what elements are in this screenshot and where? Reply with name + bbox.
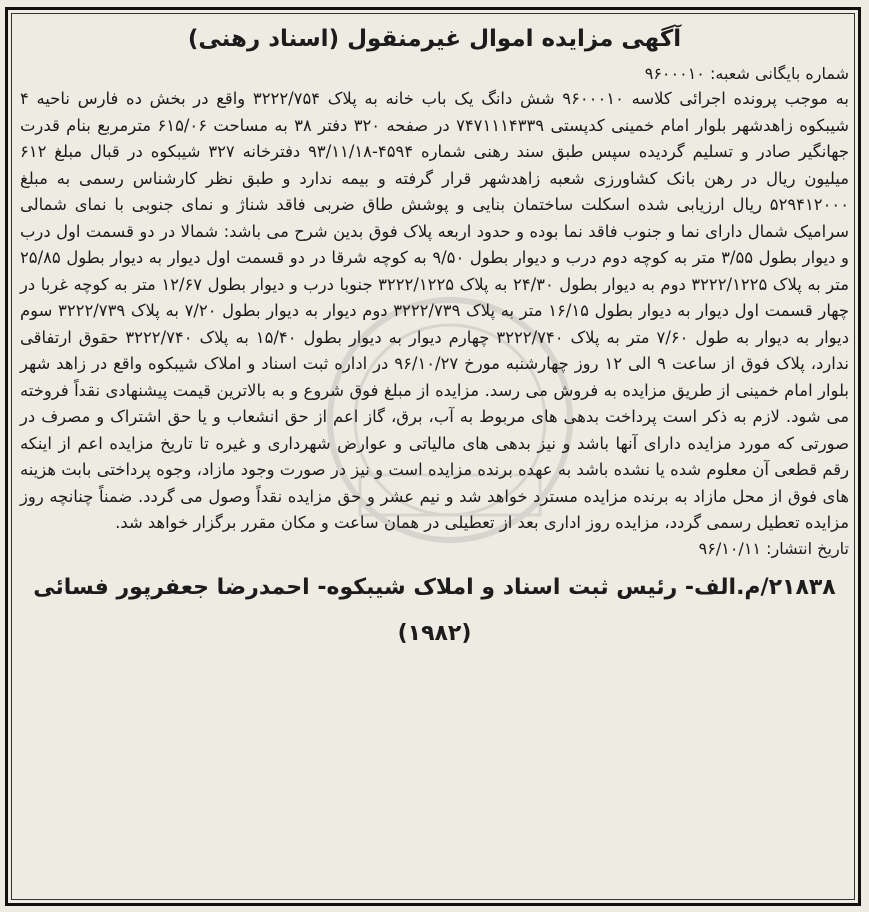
signature-line: ۲۱۸۳۸/م.الف- رئیس ثبت اسناد و املاک شیبکوه- احمدرضا جعفرپور فسائی [33,574,836,600]
notice-content [20,22,849,892]
notice-title: آگهی مزایده اموال غیرمنقول (اسناد رهنی) [187,26,682,52]
archive-number: شماره بایگانی شعبه: ۹۶۰۰۰۱۰ [644,64,849,83]
notice-body: به موجب پرونده اجرائی کلاسه ۹۶۰۰۰۱۰ شش دانگ یک باب خانه به پلاک ۳۲۲۲/۷۵۴ واقع در بخش ده فارس ناحیه ۴ شیبکوه زاهدشهر بلوار امام خمینی کدپستی ۷۴۷۱۱۱۴۳۳۹ در صفحه ۳۲۰ دفتر ۳۸ به مساحت ۶۱۵/۰۶ مترمربع بنام قدرت جهانگیر صادر و تسلیم گردیده سپس طبق سند رهنی شماره ۴۵۹۴-۹۳/۱۱/۱۸ دفترخانه ۳۲۷ شیبکوه در قبال مبلغ ۶۱۲ میلیون ریال در رهن بانک کشاورزی شعبه زاهدشهر قرار گرفته و بیمه ندارد و طبق نظر کارشناس رسمی به مبلغ ۵۲۹۴۱۲۰۰۰ ریال ارزیابی شده اسکلت ساختمان بنایی و پوشش طاق ضربی فاقد شناژ و نمای جنوبی با نمای شمالی سرامیک شمال دارای نما و جنوب فاقد نما بوده و حدود اربعه پلاک فوق بدین شرح می باشد: شمالا در دو قسمت اول درب و دیوار بطول ۳/۵۵ متر به کوچه دوم درب و دیوار بطول ۹/۵۰ به کوچه شرقا در دو قسمت اول دیوار به دیوار بطول ۲۵/۸۵ متر به پلاک ۳۲۲۲/۱۲۲۵ دوم به دیوار بطول ۲۴/۳۰ به پلاک ۳۲۲۲/۱۲۲۵ جنوبا درب و دیوار بطول ۱۲/۶۷ متر به کوچه غربا در چهار قسمت اول دیوار به دیوار بطول ۱۶/۱۵ متر به پلاک ۳۲۲۲/۷۳۹ دوم دیوار به دیوار بطول ۷/۲۰ به پلاک ۳۲۲۲/۷۳۹ سوم دیوار به دیوار به طول ۷/۶۰ متر به پلاک ۳۲۲۲/۷۴۰ چهارم دیوار به دیوار بطول ۱۵/۴۰ به پلاک ۳۲۲۲/۷۴۰ حقوق ارتفاقی ندارد، پلاک فوق از ساعت ۹ الی ۱۲ روز چهارشنبه مورخ ۹۶/۱۰/۲۷ در اداره ثبت اسناد و املاک شیبکوه واقع در زاهد شهر بلوار امام خمینی از طریق مزایده به فروش می رسد. مزایده از مبلغ فوق شروع و به بالاترین قیمت پیشنهادی نقداً فروخته می شود. لازم به ذکر است پرداخت بدهی های مربوط به آب، برق، گاز اعم از حق انشعاب و یا حق اشتراک و مصرف در صورتی که مورد مزایده دارای آنها باشد و نیز بدهی های مالیاتی و عوارض شهرداری و غیره تا تاریخ مزایده اعم از اینکه رقم قطعی آن معلوم شده یا نشده باشد به عهده برنده مزایده است و نیز در صورت وجود مازاد، وجوه پرداختی بابت هزینه های فوق از محل مازاد به برنده مزایده مسترد خواهد شد و نیم عشر و حق مزایده نقداً وصول می گردد. ضمناً چنانچه روز مزایده تعطیل رسمی گردد، مزایده روز اداری بعد از تعطیلی در همان ساعت و مکان مقرر برگزار خواهد شد. [20,89,849,532]
notice-code: (۱۹۸۲) [397,620,472,646]
publish-date: تاریخ انتشار: ۹۶/۱۰/۱۱ [698,538,849,558]
